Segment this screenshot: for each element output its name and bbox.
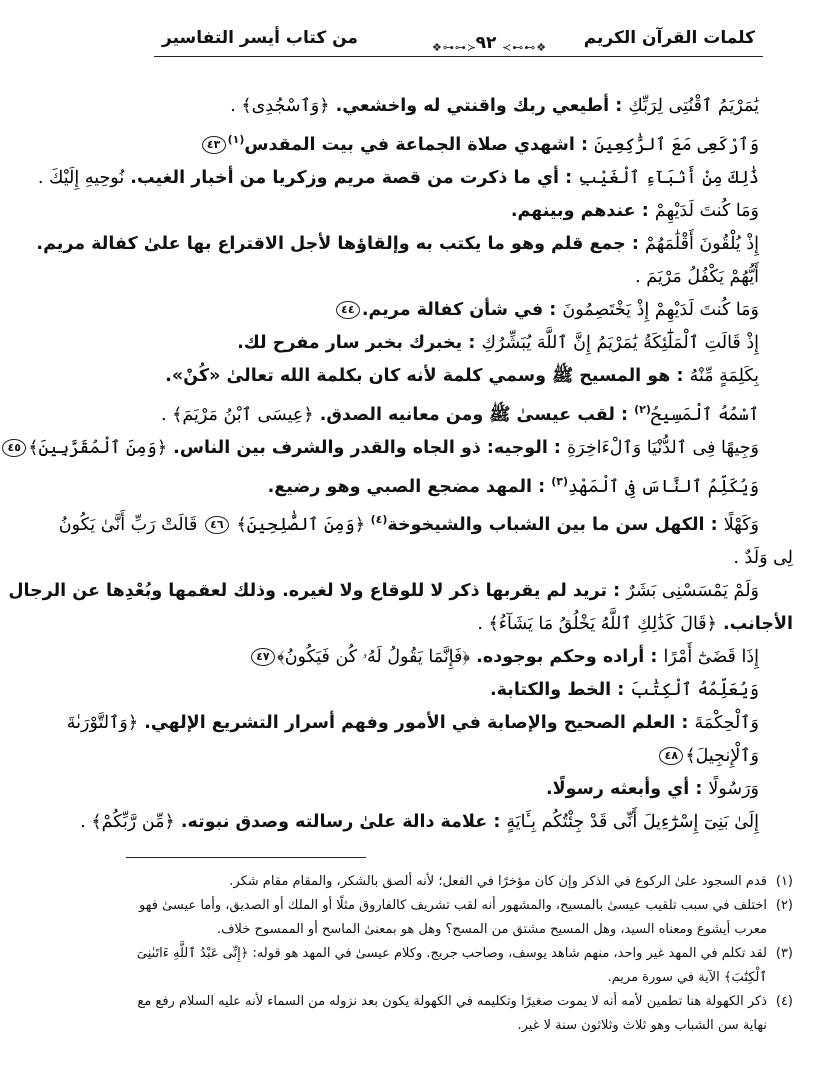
glossary-body	[7, 90, 793, 839]
quran-phrase: ﴿وَمِنَ ٱلصَّٰلِحِينَ﴾	[230, 515, 371, 536]
quran-phrase: وَيُعَلِّمُهُ ٱلْكِتَٰبَ	[630, 680, 759, 701]
quran-phrase: إِلَىٰ بَنِىٓ إِسْرَٰٓءِيلَ أَنِّى قَدْ جِئْتُكُم بِـَٔايَةٍ	[506, 812, 759, 833]
glossary-line	[126, 740, 793, 773]
explanation-text: : لقب عيسىٰ ﷺ ومن معانيه الصدق.	[313, 404, 635, 425]
quran-phrase: وَمَا كُنتَ لَدَيْهِمْ إِذْ يَخْتَصِمُونَ	[562, 299, 759, 320]
glossary-line	[37, 162, 793, 195]
glossary-line	[126, 641, 793, 674]
quran-phrase: وَٱلْإِنجِيلَ﴾	[685, 746, 759, 767]
explanation-text: الأجانب.	[716, 614, 793, 635]
footnote-ref: (٢)	[634, 402, 651, 416]
glossary-line	[126, 360, 793, 393]
quran-phrase: قَالَتْ رَبِّ أَنَّىٰ يَكُونُ	[58, 515, 203, 536]
quran-phrase: يَٰمَرْيَمُ ٱقْنُتِى لِرَبِّكِ	[628, 96, 759, 116]
glossary-line	[126, 327, 793, 360]
page-number: ٩٢	[475, 33, 497, 53]
explanation-text: : الوجيه: ذو الجاه والقدر والشرف بين الناس.	[167, 437, 567, 458]
quran-phrase: وَٱرْكَعِى مَعَ ٱلرَّٰكِعِينَ	[594, 134, 759, 155]
quran-phrase: ﴿مِّن رَّبِّكُمْ﴾ .	[80, 812, 175, 833]
glossary-line	[126, 294, 793, 327]
book-title-right: كلمات القرآن الكريم	[583, 28, 755, 48]
ayah-number-marker: ٤٣	[202, 136, 226, 154]
explanation-text: : العلم الصحيح والإصابة في الأمور وفهم أسرار التشريع الإلهي.	[138, 713, 695, 734]
quran-phrase: وَيُكَلِّمُ ٱلنَّاسَ فِى ٱلْمَهْدِ	[567, 476, 759, 497]
footnote-ref: (١)	[227, 133, 245, 146]
quran-phrase: ﴿قَالَ كَذَٰلِكِ ٱللَّهُ يَخْلُقُ مَا يَشَآءُ﴾ .	[477, 614, 717, 635]
page-header	[126, 0, 793, 62]
ornament-left: ≺⊷⊷❖	[432, 41, 478, 54]
footnote-text: لقد تكلم في المهد غير واحد، منهم شاهد يوسف، وصاحب جريج. وكلام عيسىٰ في المهد هو قوله: ﴿إِنِّى عَبْدُ ٱللَّهِ ءَاتَىٰنِىَ ٱلْكِتَٰبَ﴾ الآية في سورة مريم.	[136, 946, 767, 986]
footnote	[126, 990, 793, 1038]
explanation-text: : في شأن كفالة مريم.	[361, 299, 563, 320]
explanation-text: : جمع قلم وهو ما يكتب به وإلقاؤها لأجل الاقتراع بها علىٰ كفالة مريم.	[36, 233, 645, 254]
explanation-text: : الخط والكتابة.	[490, 680, 631, 701]
quran-phrase: ذَٰلِكَ مِنْ أَنۢبَآءِ ٱلْغَيْبِ	[578, 167, 759, 188]
quran-phrase: بِكَلِمَةٍ مِّنْهُ	[689, 365, 759, 386]
quran-phrase: وَلَمْ يَمْسَسْنِى بَشَرٌ	[626, 581, 759, 602]
quran-phrase: ﴿فَإِنَّمَا يَقُولُ لَهُۥ كُن فَيَكُونُ﴾	[276, 647, 471, 668]
glossary-line	[126, 608, 793, 641]
footnote-number: (٢)	[775, 898, 793, 914]
explanation-text: : عندهم وبينهم.	[510, 200, 655, 221]
footnote-text: ذكر الكهولة هنا تطمين لأمه أنه لا يموت صغيرًا وتكليمه في الكهولة يكون بعد نزوله من السماء لأنه عليه السلام رفع مع نهاية سن الشباب وهو ثلاث وثلاثون سنة لا غير.	[137, 994, 767, 1034]
quran-phrase: وَجِيهًا فِى ٱلدُّنْيَا وَٱلْءَاخِرَةِ	[567, 437, 759, 458]
quran-phrase: إِذْ يُلْقُونَ أَقْلَٰمَهُمْ	[644, 233, 759, 254]
quran-phrase: ﴿وَٱسْجُدِى﴾ .	[230, 96, 330, 116]
glossary-line	[126, 393, 793, 432]
explanation-text: : أي وأبعثه رسولًا.	[545, 779, 709, 800]
explanation-text: : أي ما ذكرت من قصة مريم وزكريا من أخبار الغيب.	[124, 167, 579, 188]
explanation-text: : هو المسيح ﷺ وسمي كلمة لأنه كان بكلمة الله تعالىٰ «كُنْ».	[165, 365, 690, 386]
glossary-line	[8, 575, 793, 608]
glossary-line	[126, 773, 793, 806]
glossary-line	[126, 195, 793, 228]
quran-phrase: ﴿وَٱلتَّوْرَىٰةَ	[66, 713, 139, 734]
footnote	[126, 942, 793, 990]
footnote-number: (١)	[775, 874, 793, 890]
footnote-number: (٣)	[775, 946, 793, 962]
glossary-line	[80, 806, 793, 839]
quran-phrase: وَٱلْحِكْمَةَ	[694, 713, 759, 734]
footnote	[126, 894, 793, 942]
footnote-number: (٤)	[775, 994, 793, 1010]
explanation-text: : اشهدي صلاة الجماعة في بيت المقدس	[244, 134, 595, 155]
ayah-number-marker: ٤٦	[205, 516, 229, 534]
glossary-line	[126, 90, 793, 123]
glossary-line	[58, 503, 793, 542]
ayah-number-marker: ٤٥	[2, 439, 26, 457]
quran-phrase: ﴿وَمِنَ ٱلْمُقَرَّبِينَ﴾	[28, 437, 168, 458]
header-rule	[154, 56, 763, 57]
glossary-line	[126, 261, 793, 294]
quran-phrase: لِى وَلَدٌ .	[733, 548, 793, 569]
glossary-line	[126, 465, 793, 504]
glossary-line	[66, 707, 793, 740]
explanation-text: : يخبرك بخبر سار مفرح لك.	[237, 332, 482, 353]
ayah-number-marker: ٤٧	[251, 648, 275, 666]
footnote	[126, 870, 793, 894]
glossary-line	[126, 542, 793, 575]
footnote-ref: (٤)	[370, 513, 388, 527]
explanation-text: : علامة دالة علىٰ رسالته وصدق نبوته.	[174, 812, 507, 833]
ayah-number-marker: ٤٨	[659, 747, 683, 765]
book-title-left: من كتاب أيسر التفاسير	[162, 28, 358, 48]
glossary-line	[126, 674, 793, 707]
glossary-line	[36, 228, 793, 261]
explanation-text: : أطيعي ربك واقنتي له واخشعي.	[329, 96, 629, 116]
ornament-right: ❖⊶⊶≻	[502, 41, 548, 54]
quran-phrase: إِذَا قَضَىٰٓ أَمْرًا	[663, 647, 759, 668]
quran-phrase: وَرَسُولًا	[708, 779, 759, 800]
quran-phrase: ٱسْمُهُ ٱلْمَسِيحُ	[650, 404, 759, 425]
ayah-number-marker: ٤٤	[336, 301, 360, 319]
quran-phrase: وَكَهْلًا	[723, 515, 759, 536]
explanation-text: : المهد مضجع الصبي وهو رضيع.	[267, 476, 552, 497]
explanation-text: : الكهل سن ما بين الشباب والشيخوخة	[387, 515, 724, 536]
footnote-separator	[126, 857, 366, 858]
book-page	[7, 0, 823, 1090]
quran-phrase: إِذْ قَالَتِ ٱلْمَلَٰٓئِكَةُ يَٰمَرْيَمُ إِنَّ ٱللَّهَ يُبَشِّرُكِ	[481, 332, 759, 353]
footnote-text: اختلف في سبب تلقيب عيسىٰ بالمسيح، والمشهور أنه لقب تشريف كالفاروق مثلًا أو الملك أو الصديق، وأما عيسىٰ فهو معرب أيشوع ومعناه السيد، وهل المسيح مشتق من المسح؟ وهل هو بمعنىٰ الماسح أو الممسوح خلاف.	[139, 898, 767, 938]
explanation-text: : تريد لم يقربها ذكر لا للوقاع ولا لغيره. وذلك لعقمها وبُعْدِها عن الرجال	[8, 581, 627, 602]
quran-phrase: وَمَا كُنتَ لَدَيْهِمْ	[654, 200, 759, 221]
quran-phrase: نُوحِيهِ إِلَيْكَ .	[37, 167, 125, 188]
footnotes	[126, 870, 793, 1038]
explanation-text: : أراده وحكم بوجوده.	[470, 647, 664, 668]
glossary-line	[126, 123, 793, 162]
footnote-ref: (٣)	[551, 474, 568, 488]
glossary-line	[7, 432, 793, 465]
footnote-text: قدم السجود علىٰ الركوع في الذكر وإن كان مؤخرًا في الفعل؛ لأنه ألصق بالشكر، والمقام مقام شكر.	[229, 874, 767, 890]
quran-phrase: ﴿عِيسَى ٱبْنُ مَرْيَمَ﴾ .	[160, 404, 314, 425]
quran-phrase: أَيُّهُمْ يَكْفُلُ مَرْيَمَ .	[635, 266, 759, 287]
